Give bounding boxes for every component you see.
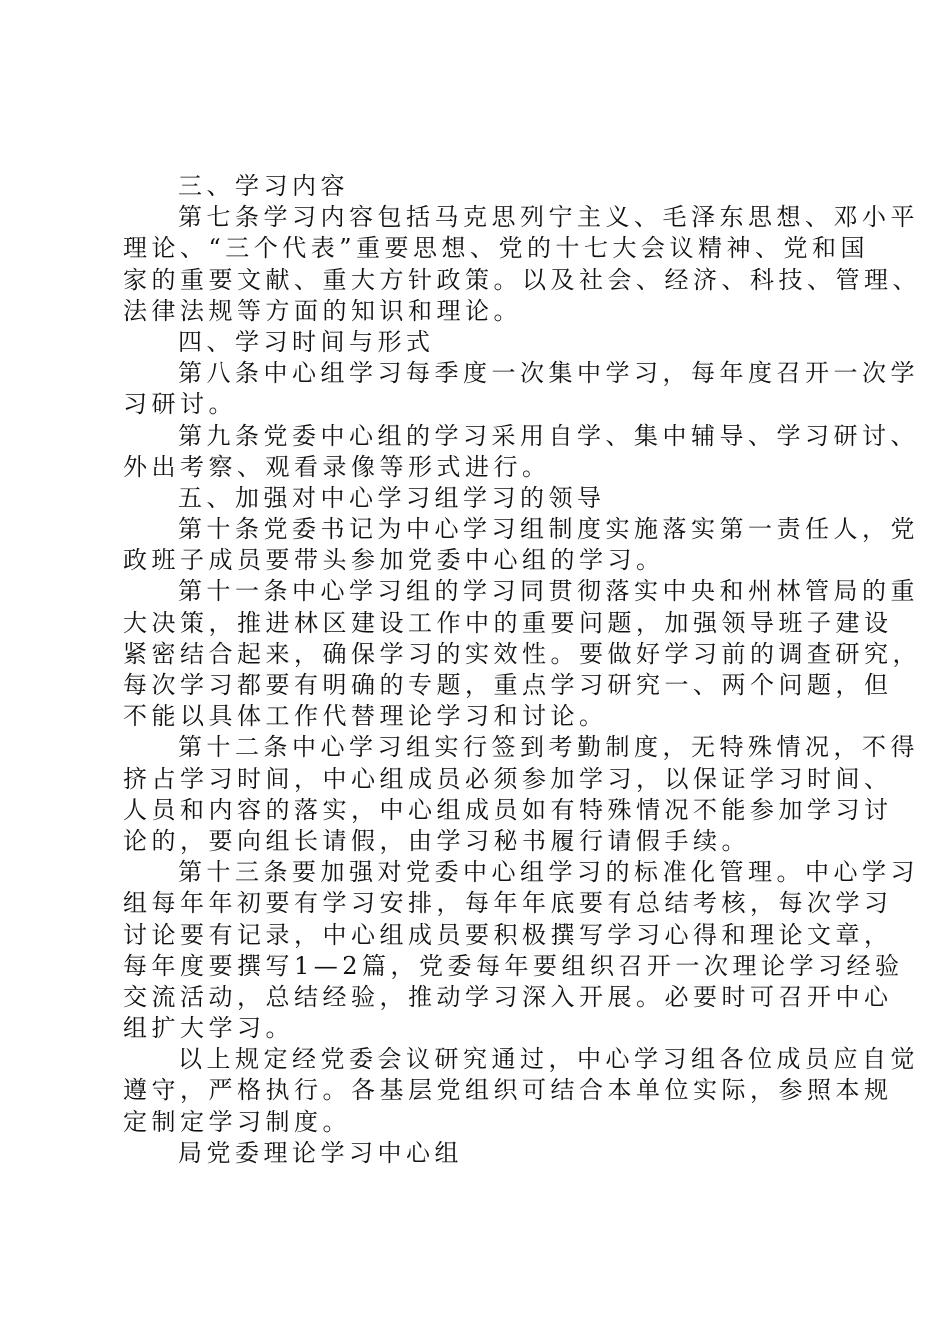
paragraph-line: 外出考察、观看录像等形式进行。 — [123, 452, 551, 481]
paragraph-line: 政班子成员要带头参加党委中心组的学习。 — [123, 546, 665, 575]
paragraph-line: 遵守，严格执行。各基层党组织可结合本单位实际，参照本规 — [123, 1076, 893, 1105]
paragraph-line: 挤占学习时间，中心组成员必须参加学习，以保证学习时间、 — [123, 764, 893, 793]
paragraph-start-line: 五、加强对中心学习组学习的领导 — [178, 483, 606, 512]
paragraph-line: 交流活动，总结经验，推动学习深入开展。必要时可召开中心 — [123, 982, 893, 1011]
paragraph-start-line: 第十三条要加强对党委中心组学习的标准化管理。中心学习 — [178, 858, 919, 887]
paragraph-line: 论的，要向组长请假，由学习秘书履行请假手续。 — [123, 826, 750, 855]
paragraph-start-line: 以上规定经党委会议研究通过，中心学习组各位成员应自觉 — [178, 1045, 919, 1074]
paragraph-line: 紧密结合起来，确保学习的实效性。要做好学习前的调查研究， — [123, 639, 921, 668]
paragraph-start-line: 第七条学习内容包括马克思列宁主义、毛泽东思想、邓小平 — [178, 203, 919, 232]
document-body — [123, 171, 921, 1169]
paragraph-line: 讨论要有记录，中心组成员要积极撰写学习心得和理论文章， — [123, 920, 893, 949]
paragraph-line: 不能以具体工作代替理论学习和讨论。 — [123, 702, 608, 731]
paragraph-line: 人员和内容的落实，中心组成员如有特殊情况不能参加学习讨 — [123, 795, 893, 824]
paragraph-start-line: 三、学习内容 — [178, 172, 349, 200]
paragraph-line: 组每年年初要有学习安排，每年年底要有总结考核，每次学习 — [123, 889, 893, 918]
paragraph-line: 定制定学习制度。 — [123, 1107, 351, 1136]
paragraph-start-line: 第十二条中心学习组实行签到考勤制度，无特殊情况，不得 — [178, 733, 919, 762]
paragraph-start-line: 局党委理论学习中心组 — [178, 1138, 463, 1167]
paragraph-line: 组扩大学习。 — [123, 1014, 294, 1043]
paragraph-start-line: 第十一条中心学习组的学习同贯彻落实中央和州林管局的重 — [178, 577, 919, 606]
paragraph-line: 每年度要撰写1—2篇，党委每年要组织召开一次理论学习经验 — [123, 951, 904, 980]
paragraph-start-line: 第九条党委中心组的学习采用自学、集中辅导、学习研讨、 — [178, 421, 919, 450]
paragraph-start-line: 第八条中心组学习每季度一次集中学习，每年度召开一次学 — [178, 359, 919, 388]
paragraph-line: 理论、“三个代表”重要思想、党的十七大会议精神、党和国 — [123, 234, 870, 263]
paragraph-start-line: 第十条党委书记为中心学习组制度实施落实第一责任人，党 — [178, 515, 919, 544]
paragraph-line: 每次学习都要有明确的专题，重点学习研究一、两个问题，但 — [123, 671, 893, 699]
paragraph-line: 大决策，推进林区建设工作中的重要问题，加强领导班子建设 — [123, 608, 893, 637]
paragraph-line: 法律法规等方面的知识和理论。 — [123, 296, 522, 325]
paragraph-line: 家的重要文献、重大方针政策。以及社会、经济、科技、管理、 — [123, 265, 921, 294]
paragraph-start-line: 四、学习时间与形式 — [178, 327, 435, 356]
paragraph-line: 习研讨。 — [123, 390, 237, 419]
